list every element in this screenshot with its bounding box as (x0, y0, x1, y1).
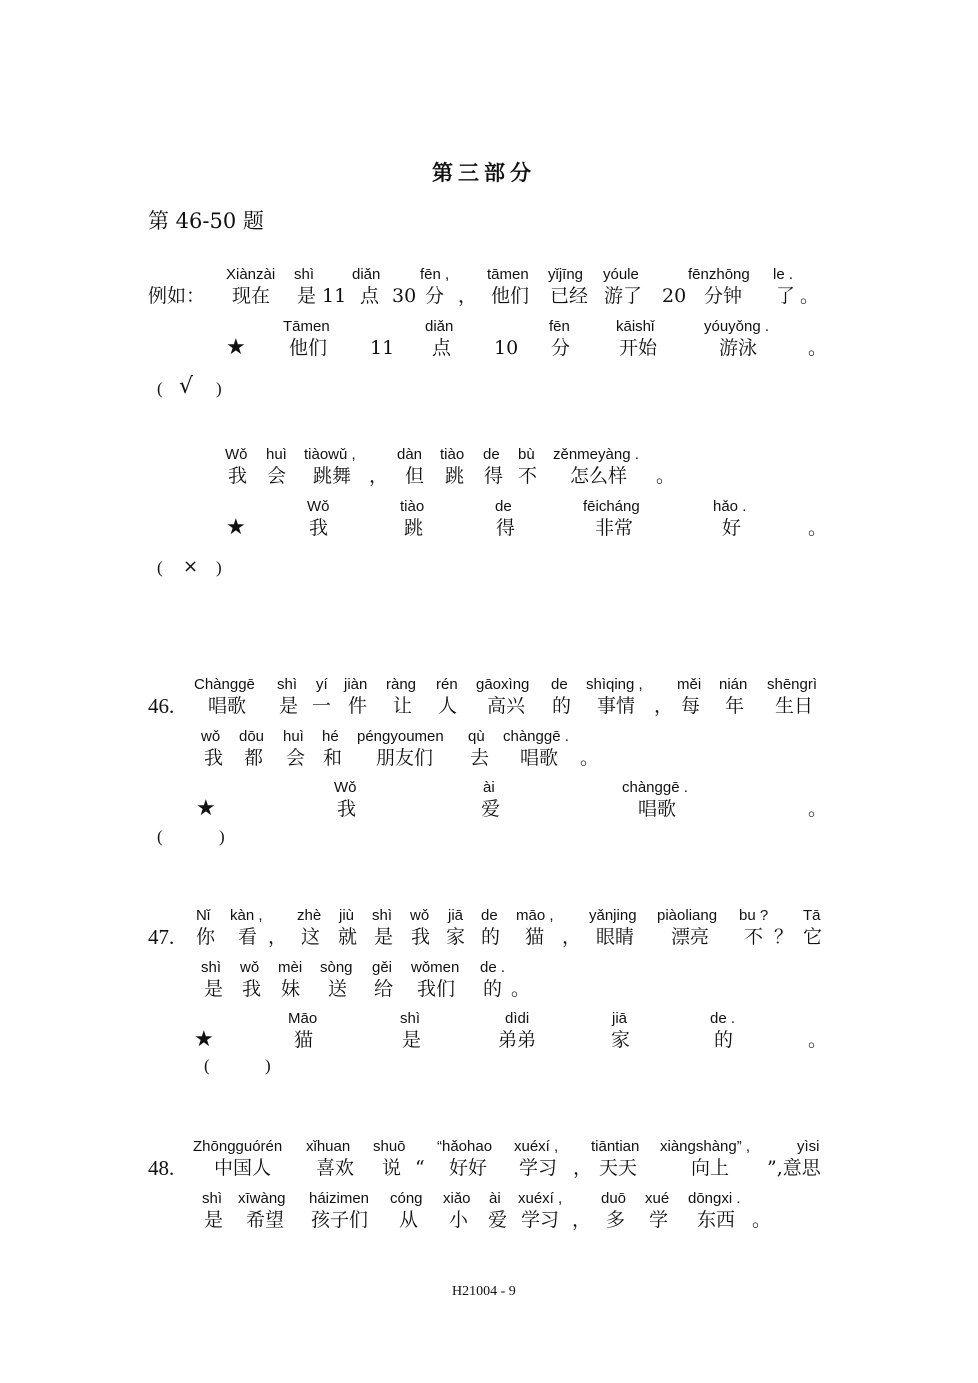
hanzi: 东西 (697, 1209, 736, 1231)
pinyin: tiào (400, 498, 425, 515)
hanzi: 我 (204, 747, 224, 769)
answer-open-paren: ( (204, 1056, 210, 1075)
hanzi: 家 (446, 926, 466, 948)
pinyin: xuéxí , (514, 1138, 559, 1155)
hanzi: 怎么样 (570, 465, 628, 487)
pinyin: duō (601, 1190, 627, 1207)
hanzi: 他们 (491, 285, 530, 307)
pinyin: gěi (372, 959, 393, 976)
pinyin: tiāntian (591, 1138, 640, 1155)
hanzi: 家 (611, 1029, 631, 1051)
pinyin: cóng (390, 1190, 423, 1207)
hanzi: 爱 (488, 1209, 508, 1231)
hanzi: 是 (204, 978, 224, 1000)
pinyin: māo , (516, 907, 554, 924)
hanzi: 唱歌 (520, 747, 559, 769)
question-number: 46. (148, 694, 175, 718)
hanzi: 他们 (289, 337, 328, 359)
pinyin: Wǒ (307, 498, 330, 515)
answer-close-paren: ) (219, 827, 225, 846)
hanzi: ， (369, 465, 389, 487)
hanzi: 得 (496, 517, 516, 539)
pinyin: kāishǐ (616, 318, 655, 335)
hanzi: 漂亮 (671, 926, 710, 948)
hanzi: 就 (338, 926, 358, 948)
hanzi: 去 (470, 747, 490, 769)
pinyin: tāmen (487, 266, 529, 283)
hanzi: 30 (392, 285, 417, 307)
hanzi: ， (572, 1209, 592, 1231)
pinyin: mèi (278, 959, 303, 976)
pinyin: ài (483, 779, 495, 796)
pinyin: wǒ (240, 959, 260, 976)
hanzi: 希望 (246, 1209, 285, 1231)
hanzi: 弟弟 (498, 1029, 537, 1051)
hanzi: 开始 (619, 337, 658, 359)
pinyin: shì (202, 1190, 223, 1207)
pinyin: Chànggē (194, 676, 255, 693)
cross-icon: × (183, 556, 199, 577)
hanzi: 点 (360, 285, 380, 307)
pinyin: yìsi (797, 1138, 820, 1155)
hanzi: 我 (337, 798, 357, 820)
pinyin: sòng (320, 959, 353, 976)
hanzi: 已经 (550, 285, 589, 307)
pinyin: yǐjīng (548, 266, 584, 283)
hanzi: 。 (808, 1029, 828, 1051)
hanzi: 事情 (597, 695, 636, 717)
hanzi: 从 (399, 1209, 419, 1231)
pinyin: fēn , (420, 266, 450, 283)
pinyin: de . (480, 959, 506, 976)
star-icon: ★ (194, 1027, 214, 1052)
pinyin: wǒ (201, 728, 221, 745)
hanzi: 喜欢 (316, 1157, 355, 1179)
page-footer: H21004 - 9 (452, 1284, 516, 1299)
hanzi: 非常 (595, 517, 634, 539)
hanzi: 。 (511, 978, 531, 1000)
pinyin: le . (773, 266, 794, 283)
pinyin: tiàowǔ , (304, 446, 356, 463)
hanzi: 爱 (481, 798, 501, 820)
hanzi: 人 (438, 695, 458, 717)
hanzi: 朋友们 (376, 747, 434, 769)
hanzi: 。 (808, 517, 828, 539)
answer-open-paren: ( (157, 827, 163, 846)
hanzi: 猫 (525, 926, 545, 948)
pinyin: fēicháng (583, 498, 640, 515)
question-number: 48. (148, 1156, 175, 1180)
hanzi: 孩子们 (311, 1209, 369, 1231)
hanzi: 。 (800, 285, 820, 307)
hanzi: 分钟 (704, 285, 743, 307)
hanzi: ”,意思 (767, 1157, 821, 1179)
pinyin: Māo (288, 1010, 318, 1027)
pinyin: jiā (448, 907, 464, 924)
hanzi: 。 (752, 1209, 772, 1231)
hanzi: 。 (580, 747, 600, 769)
hanzi: 唱歌 (638, 798, 677, 820)
hanzi: 好好 (449, 1157, 488, 1179)
pinyin: shì (400, 1010, 421, 1027)
pinyin: xǐhuan (306, 1138, 351, 1155)
star-icon: ★ (196, 796, 216, 821)
hanzi: 。 (808, 337, 828, 359)
pinyin: de . (710, 1010, 736, 1027)
pinyin: Tāmen (283, 318, 330, 335)
pinyin: dōngxi . (688, 1190, 741, 1207)
pinyin: xué (645, 1190, 670, 1207)
hanzi: 分 (551, 337, 571, 359)
hanzi: 和 (323, 747, 343, 769)
hanzi: 不 (518, 465, 538, 487)
hanzi: 它 (803, 926, 823, 948)
hanzi: 得 (484, 465, 504, 487)
hanzi: 小 (449, 1209, 469, 1231)
pinyin: shìqing , (586, 676, 643, 693)
hanzi: 妹 (281, 978, 301, 1000)
pinyin: chànggē . (503, 728, 569, 745)
hanzi: 分 (425, 285, 445, 307)
pinyin: Wǒ (225, 446, 248, 463)
pinyin: Wǒ (334, 779, 357, 796)
hanzi: 跳 (404, 517, 424, 539)
hanzi: 给 (374, 978, 394, 1000)
hanzi: 每 (681, 695, 701, 717)
pinyin: wǒ (410, 907, 430, 924)
pinyin: huì (283, 728, 304, 745)
hanzi: 我们 (417, 978, 456, 1000)
pinyin: shì (294, 266, 315, 283)
hanzi: 了 (776, 285, 796, 307)
hanzi: 会 (267, 465, 287, 487)
hanzi: 是 11 (297, 285, 347, 307)
hanzi: 我 (228, 465, 248, 487)
pinyin: tiào (440, 446, 465, 463)
pinyin: diǎn (352, 266, 381, 283)
pinyin: qù (468, 728, 485, 745)
hanzi: 看 (238, 926, 258, 948)
pinyin: bu ? (739, 907, 769, 924)
pinyin: gāoxìng (476, 676, 530, 693)
answer-close-paren: ) (216, 558, 222, 577)
hanzi: 我 (411, 926, 431, 948)
hanzi: 学习 (521, 1209, 560, 1231)
answer-close-paren: ) (265, 1056, 271, 1075)
answer-close-paren: ) (216, 379, 222, 398)
hanzi: 点 (432, 337, 452, 359)
hanzi: 的 (483, 978, 503, 1000)
hanzi: 的 (714, 1029, 734, 1051)
hanzi: 都 (244, 747, 264, 769)
hanzi: 年 (725, 695, 745, 717)
pinyin: fēnzhōng (688, 266, 750, 283)
pinyin: de (483, 446, 500, 463)
hanzi: 中国人 (214, 1157, 272, 1179)
hanzi: 11 (370, 337, 395, 359)
section-title: 第三部分 (432, 161, 536, 185)
pinyin: nián (719, 676, 748, 693)
pinyin: yǎnjing (589, 907, 637, 924)
hanzi: 高兴 (487, 695, 526, 717)
hanzi: ？ (774, 926, 794, 948)
pinyin: měi (677, 676, 702, 693)
hanzi: 我 (242, 978, 262, 1000)
pinyin: de (551, 676, 568, 693)
hanzi: 10 (494, 337, 519, 359)
pinyin: yóule (603, 266, 639, 283)
hanzi: 眼睛 (596, 926, 635, 948)
pinyin: Nǐ (196, 907, 211, 924)
pinyin: shì (372, 907, 393, 924)
hanzi: 游泳 (719, 337, 758, 359)
pinyin: zěnmeyàng . (553, 446, 639, 463)
hanzi: 游了 (604, 285, 643, 307)
star-icon: ★ (226, 335, 246, 360)
pinyin: hé (322, 728, 339, 745)
pinyin: de (481, 907, 498, 924)
hanzi: 好 (722, 517, 742, 539)
hanzi: ， (562, 926, 582, 948)
range-title: 第 46-50 题 (148, 209, 264, 233)
hanzi: 件 (348, 695, 368, 717)
hanzi: 是 (204, 1209, 224, 1231)
hanzi: ， (268, 926, 288, 948)
hanzi: 唱歌 (208, 695, 247, 717)
question-number: 47. (148, 925, 175, 949)
hanzi: ， (458, 285, 478, 307)
hanzi: 的 (481, 926, 501, 948)
hanzi: 跳 (445, 465, 465, 487)
hanzi: 多 (606, 1209, 626, 1231)
hanzi: 20 (662, 285, 687, 307)
hanzi: ， (654, 695, 674, 717)
hanzi: 我 (309, 517, 329, 539)
pinyin: hǎo . (713, 498, 747, 515)
hanzi: 生日 (775, 695, 814, 717)
pinyin: jiù (339, 907, 355, 924)
hanzi: 是 (402, 1029, 422, 1051)
pinyin: ràng (386, 676, 417, 693)
pinyin: xiǎo (443, 1190, 471, 1207)
hanzi: 学习 (519, 1157, 558, 1179)
pinyin: dōu (239, 728, 265, 745)
hanzi: 跳舞 (313, 465, 352, 487)
pinyin: shuō (373, 1138, 406, 1155)
hanzi: 。 (656, 465, 676, 487)
pinyin: diǎn (425, 318, 454, 335)
pinyin: de (495, 498, 512, 515)
pinyin: Tā (803, 907, 821, 924)
pinyin: péngyoumen (357, 728, 444, 745)
hanzi: 天天 (599, 1157, 638, 1179)
hanzi: 会 (286, 747, 306, 769)
pinyin: jiàn (344, 676, 368, 693)
pinyin: huì (266, 446, 287, 463)
pinyin: Zhōngguórén (193, 1138, 283, 1155)
pinyin: shēngrì (767, 676, 818, 693)
pinyin: zhè (297, 907, 322, 924)
answer-open-paren: ( (157, 379, 163, 398)
pinyin: dìdi (505, 1010, 530, 1027)
hanzi: 。 (808, 798, 828, 820)
hanzi: 向上 (691, 1157, 730, 1179)
pinyin: shì (277, 676, 298, 693)
star-icon: ★ (226, 515, 246, 540)
pinyin: wǒmen (411, 959, 460, 976)
hanzi: ， (573, 1157, 593, 1179)
hanzi: 这 (301, 926, 321, 948)
hanzi: 学 (649, 1209, 669, 1231)
hanzi: 但 (405, 465, 425, 487)
pinyin: kàn , (230, 907, 263, 924)
answer-open-paren: ( (157, 558, 163, 577)
hanzi: “ (415, 1157, 425, 1179)
hanzi: 是 (374, 926, 394, 948)
hanzi: 一 (312, 695, 332, 717)
pinyin: dàn (397, 446, 423, 463)
hanzi: 猫 (294, 1029, 314, 1051)
pinyin: xīwàng (238, 1190, 286, 1207)
example-label: 例如： (148, 285, 206, 307)
hanzi: 的 (552, 695, 572, 717)
hanzi: 你 (196, 926, 216, 948)
pinyin: chànggē . (622, 779, 688, 796)
hanzi: 送 (328, 978, 348, 1000)
pinyin: jiā (612, 1010, 628, 1027)
pinyin: yóuyǒng . (704, 318, 770, 335)
pinyin: “hǎohao (437, 1138, 493, 1155)
pinyin: háizimen (309, 1190, 370, 1207)
pinyin: fēn (549, 318, 570, 335)
hanzi: 说 (382, 1157, 402, 1179)
pinyin: xiàngshàng” , (660, 1138, 751, 1155)
pinyin: bù (518, 446, 535, 463)
hanzi: 是 (279, 695, 299, 717)
hanzi: 让 (393, 695, 413, 717)
pinyin: piàoliang (657, 907, 718, 924)
pinyin: yí (316, 676, 328, 693)
pinyin: shì (201, 959, 222, 976)
pinyin: rén (436, 676, 458, 693)
check-icon: √ (179, 374, 194, 399)
pinyin: ài (489, 1190, 501, 1207)
hanzi: 不 (744, 926, 764, 948)
pinyin: xuéxí , (518, 1190, 563, 1207)
pinyin: Xiànzài (226, 266, 276, 283)
hanzi: 现在 (232, 285, 271, 307)
